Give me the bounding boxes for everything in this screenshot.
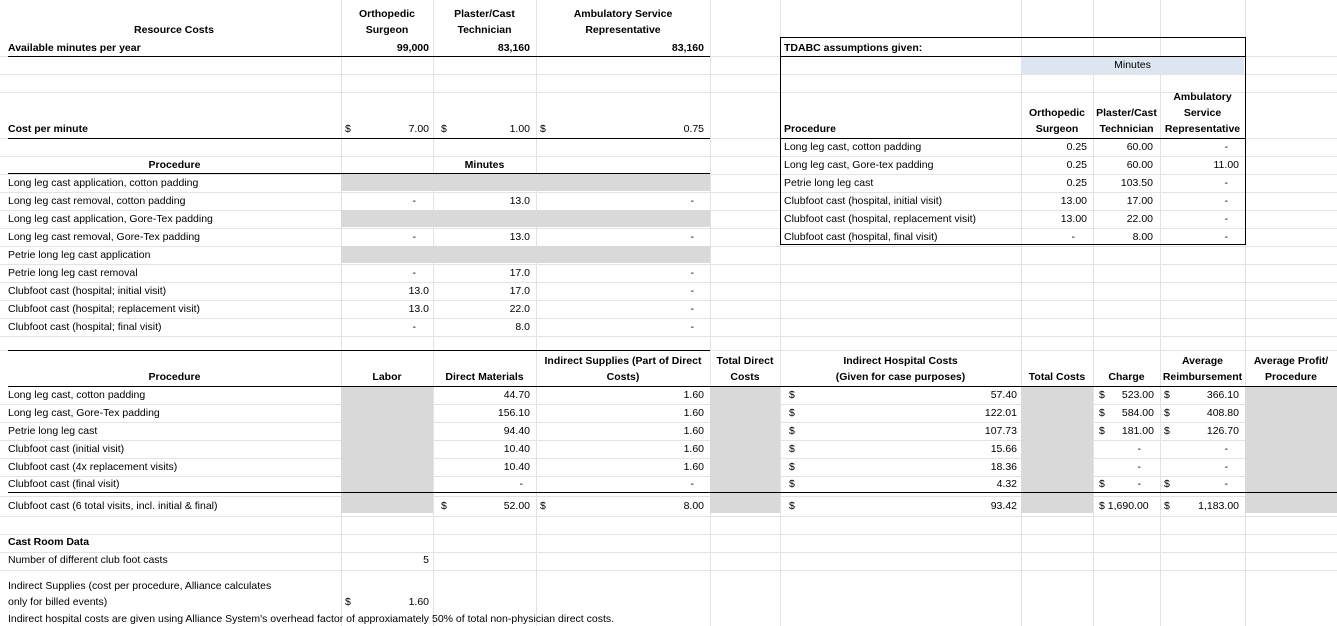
table-cell: 0.25 bbox=[1066, 177, 1087, 189]
table-row: Long leg cast, cotton padding bbox=[784, 141, 922, 153]
table-row: Clubfoot cast (hospital; initial visit) bbox=[8, 285, 167, 297]
table-row: Clubfoot cast (hospital, final visit) bbox=[784, 231, 938, 243]
table-cell: 584.00 bbox=[1121, 407, 1154, 419]
total-costs-header: Total Costs bbox=[1028, 371, 1086, 383]
col-header-surgeon-b: Surgeon bbox=[365, 24, 409, 36]
currency-symbol: $ bbox=[789, 461, 795, 473]
table-cell: 22.00 bbox=[1126, 213, 1153, 225]
tdabc-title: TDABC assumptions given: bbox=[784, 42, 923, 54]
currency-symbol: $ bbox=[789, 443, 795, 455]
table-cell: 107.73 bbox=[984, 425, 1017, 437]
table-cell: 103.50 bbox=[1120, 177, 1153, 189]
indirect-supplies-header-a: Indirect Supplies (Part of Direct bbox=[544, 355, 702, 367]
col-header-technician-a: Plaster/Cast bbox=[454, 8, 515, 20]
table-cell: 17.0 bbox=[509, 285, 530, 297]
table-cell: 13.0 bbox=[408, 285, 429, 297]
table-cell: - bbox=[1071, 231, 1075, 243]
currency-symbol: $ bbox=[789, 500, 795, 512]
table-cell: 15.66 bbox=[990, 443, 1017, 455]
table-cell: 10.40 bbox=[503, 461, 530, 473]
table-cell: 11.00 bbox=[1213, 159, 1239, 171]
minutes-proc-header: Procedure bbox=[148, 159, 201, 171]
table-row: Clubfoot cast (hospital; final visit) bbox=[8, 321, 162, 333]
indirect-hospital-header-a: Indirect Hospital Costs bbox=[843, 355, 958, 367]
table-cell: 126.70 bbox=[1206, 425, 1239, 437]
available-minutes-rep: 83,160 bbox=[671, 42, 704, 54]
currency-symbol: $ bbox=[345, 123, 351, 135]
table-cell: 60.00 bbox=[1126, 159, 1153, 171]
table-cell: - bbox=[412, 321, 416, 333]
col-header-surgeon-a: Orthopedic bbox=[358, 8, 415, 20]
table-cell: - bbox=[690, 285, 694, 297]
cost-per-minute-surgeon: 7.00 bbox=[408, 123, 429, 135]
table-cell: 181.00 bbox=[1121, 425, 1154, 437]
currency-symbol: $ bbox=[540, 500, 546, 512]
table-cell: 57.40 bbox=[990, 389, 1017, 401]
col-header-rep-a: Ambulatory Service bbox=[573, 8, 673, 20]
currency-symbol: $ bbox=[1099, 407, 1105, 419]
table-cell: - bbox=[1224, 141, 1228, 153]
table-cell: - bbox=[1224, 177, 1228, 189]
indirect-hospital-header-b: (Given for case purposes) bbox=[835, 371, 966, 383]
table-cell: 94.40 bbox=[503, 425, 530, 437]
table-row: Petrie long leg cast bbox=[8, 425, 98, 437]
table-cell: 13.00 bbox=[1060, 213, 1087, 225]
cost-per-minute-rep: 0.75 bbox=[683, 123, 704, 135]
available-minutes-surgeon: 99,000 bbox=[396, 42, 429, 54]
table-row: Petrie long leg cast application bbox=[8, 249, 151, 261]
table-row: Long leg cast, cotton padding bbox=[8, 389, 146, 401]
club-foot-label: Number of different club foot casts bbox=[8, 554, 168, 566]
avg-profit-header-b: Procedure bbox=[1265, 371, 1317, 383]
indirect-supplies-label-b: only for billed events) bbox=[8, 596, 108, 608]
tdabc-h1b: Surgeon bbox=[1035, 123, 1079, 135]
total-avg-reimbursement: 1,183.00 bbox=[1198, 500, 1239, 512]
labor-header: Labor bbox=[372, 371, 402, 383]
table-cell: 44.70 bbox=[503, 389, 530, 401]
costs-proc-header: Procedure bbox=[148, 371, 201, 383]
table-row: Long leg cast, Gore-Tex padding bbox=[8, 407, 160, 419]
cost-per-minute-technician: 1.00 bbox=[509, 123, 530, 135]
direct-materials-header: Direct Materials bbox=[445, 371, 524, 383]
currency-symbol: $ bbox=[1164, 500, 1170, 512]
table-cell: - bbox=[1137, 478, 1141, 490]
table-cell: 4.32 bbox=[996, 478, 1017, 490]
currency-symbol: $ bbox=[789, 425, 795, 437]
table-cell: 523.00 bbox=[1121, 389, 1154, 401]
currency-symbol: $ bbox=[1164, 407, 1170, 419]
table-cell: 1.60 bbox=[683, 443, 704, 455]
total-charge: $ 1,690.00 bbox=[1099, 500, 1149, 512]
tdabc-proc-header: Procedure bbox=[784, 123, 836, 135]
currency-symbol: $ bbox=[1099, 478, 1105, 490]
cost-per-minute-label: Cost per minute bbox=[8, 123, 88, 135]
table-cell: - bbox=[1137, 443, 1141, 455]
available-minutes-technician: 83,160 bbox=[497, 42, 530, 54]
currency-symbol: $ bbox=[1164, 478, 1170, 490]
table-cell: 1.60 bbox=[683, 407, 704, 419]
table-cell: 13.0 bbox=[408, 303, 429, 315]
avg-reimbursement-header-b: Reimbursement bbox=[1162, 371, 1243, 383]
indirect-supplies-value: 1.60 bbox=[408, 596, 429, 608]
table-row: Clubfoot cast (hospital, initial visit) bbox=[784, 195, 943, 207]
currency-symbol: $ bbox=[789, 407, 795, 419]
table-row: Clubfoot cast (final visit) bbox=[8, 478, 120, 490]
currency-symbol: $ bbox=[1164, 425, 1170, 437]
currency-symbol: $ bbox=[789, 478, 795, 490]
currency-symbol: $ bbox=[540, 123, 546, 135]
table-cell: 156.10 bbox=[497, 407, 530, 419]
club-foot-value: 5 bbox=[423, 554, 429, 566]
table-row: Long leg cast, Gore-tex padding bbox=[784, 159, 934, 171]
table-cell: 0.25 bbox=[1066, 141, 1087, 153]
table-row: Long leg cast removal, Gore-Tex padding bbox=[8, 231, 201, 243]
total-indirect-supplies: 8.00 bbox=[683, 500, 704, 512]
col-header-rep-b: Representative bbox=[585, 24, 661, 36]
total-direct-header-b: Costs bbox=[730, 371, 760, 383]
currency-symbol: $ bbox=[789, 389, 795, 401]
table-cell: - bbox=[690, 195, 694, 207]
table-cell: 366.10 bbox=[1206, 389, 1239, 401]
table-row: Petrie long leg cast removal bbox=[8, 267, 138, 279]
total-direct-materials: 52.00 bbox=[503, 500, 530, 512]
table-cell: - bbox=[1224, 478, 1228, 490]
table-cell: 18.36 bbox=[990, 461, 1017, 473]
table-cell: - bbox=[1224, 443, 1228, 455]
tdabc-h2b: Technician bbox=[1099, 123, 1154, 135]
tdabc-h3b: Service bbox=[1183, 107, 1222, 119]
currency-symbol: $ bbox=[1099, 425, 1105, 437]
table-cell: - bbox=[1224, 195, 1228, 207]
table-cell: 17.0 bbox=[509, 267, 530, 279]
table-row: Long leg cast application, cotton padding bbox=[8, 177, 199, 189]
available-minutes-label: Available minutes per year bbox=[8, 42, 141, 54]
table-row: Clubfoot cast (initial visit) bbox=[8, 443, 125, 455]
table-cell: 1.60 bbox=[683, 461, 704, 473]
col-header-technician-b: Technician bbox=[457, 24, 512, 36]
cast-room-title: Cast Room Data bbox=[8, 536, 90, 548]
table-cell: 13.0 bbox=[509, 195, 530, 207]
table-cell: - bbox=[690, 321, 694, 333]
overhead-note: Indirect hospital costs are given using Alliance System's overhead factor of approxiamately 50% of total non-physician direct costs. bbox=[8, 613, 615, 625]
table-cell: - bbox=[412, 267, 416, 279]
table-cell: 0.25 bbox=[1066, 159, 1087, 171]
table-cell: - bbox=[519, 478, 523, 490]
table-cell: 22.0 bbox=[509, 303, 530, 315]
table-cell: 10.40 bbox=[503, 443, 530, 455]
currency-symbol: $ bbox=[441, 123, 447, 135]
table-cell: 17.00 bbox=[1126, 195, 1153, 207]
table-cell: 13.00 bbox=[1060, 195, 1087, 207]
currency-symbol: $ bbox=[441, 500, 447, 512]
table-cell: 1.60 bbox=[683, 425, 704, 437]
currency-symbol: $ bbox=[1164, 389, 1170, 401]
table-cell: 13.0 bbox=[509, 231, 530, 243]
avg-profit-header-a: Average Profit/ bbox=[1253, 355, 1329, 367]
table-cell: 8.0 bbox=[515, 321, 530, 333]
avg-reimbursement-header-a: Average bbox=[1181, 355, 1224, 367]
table-cell: 1.60 bbox=[683, 389, 704, 401]
currency-symbol: $ bbox=[1099, 389, 1105, 401]
table-cell: 408.80 bbox=[1206, 407, 1239, 419]
total-row-label: Clubfoot cast (6 total visits, incl. initial & final) bbox=[8, 500, 218, 512]
table-cell: 60.00 bbox=[1126, 141, 1153, 153]
table-cell: 8.00 bbox=[1132, 231, 1153, 243]
table-row: Petrie long leg cast bbox=[784, 177, 874, 189]
tdabc-h3c: Representative bbox=[1164, 123, 1241, 135]
total-direct-header-a: Total Direct bbox=[716, 355, 774, 367]
table-row: Clubfoot cast (4x replacement visits) bbox=[8, 461, 178, 473]
indirect-supplies-header-b: Costs) bbox=[606, 371, 640, 383]
table-cell: - bbox=[412, 195, 416, 207]
tdabc-h3a: Ambulatory bbox=[1173, 91, 1232, 103]
table-cell: - bbox=[1224, 231, 1228, 243]
table-cell: - bbox=[1137, 461, 1141, 473]
total-indirect-hospital: 93.42 bbox=[990, 500, 1017, 512]
tdabc-h1a: Orthopedic bbox=[1028, 107, 1085, 119]
currency-symbol: $ bbox=[345, 596, 351, 608]
table-cell: - bbox=[1224, 213, 1228, 225]
tdabc-minutes-header: Minutes bbox=[1114, 59, 1151, 71]
table-row: Clubfoot cast (hospital; replacement visit) bbox=[8, 303, 200, 315]
minutes-header: Minutes bbox=[464, 159, 505, 171]
charge-header: Charge bbox=[1108, 371, 1145, 383]
table-row: Long leg cast application, Gore-Tex padding bbox=[8, 213, 213, 225]
table-cell: - bbox=[690, 267, 694, 279]
table-cell: - bbox=[690, 478, 694, 490]
table-row: Long leg cast removal, cotton padding bbox=[8, 195, 186, 207]
table-cell: - bbox=[1224, 461, 1228, 473]
table-cell: - bbox=[690, 303, 694, 315]
table-cell: 122.01 bbox=[984, 407, 1017, 419]
table-cell: - bbox=[690, 231, 694, 243]
table-cell: - bbox=[412, 231, 416, 243]
tdabc-h2a: Plaster/Cast bbox=[1096, 107, 1157, 119]
resource-costs-title: Resource Costs bbox=[134, 24, 214, 36]
table-row: Clubfoot cast (hospital, replacement visit) bbox=[784, 213, 976, 225]
indirect-supplies-label-a: Indirect Supplies (cost per procedure, Alliance calculates bbox=[8, 580, 272, 592]
